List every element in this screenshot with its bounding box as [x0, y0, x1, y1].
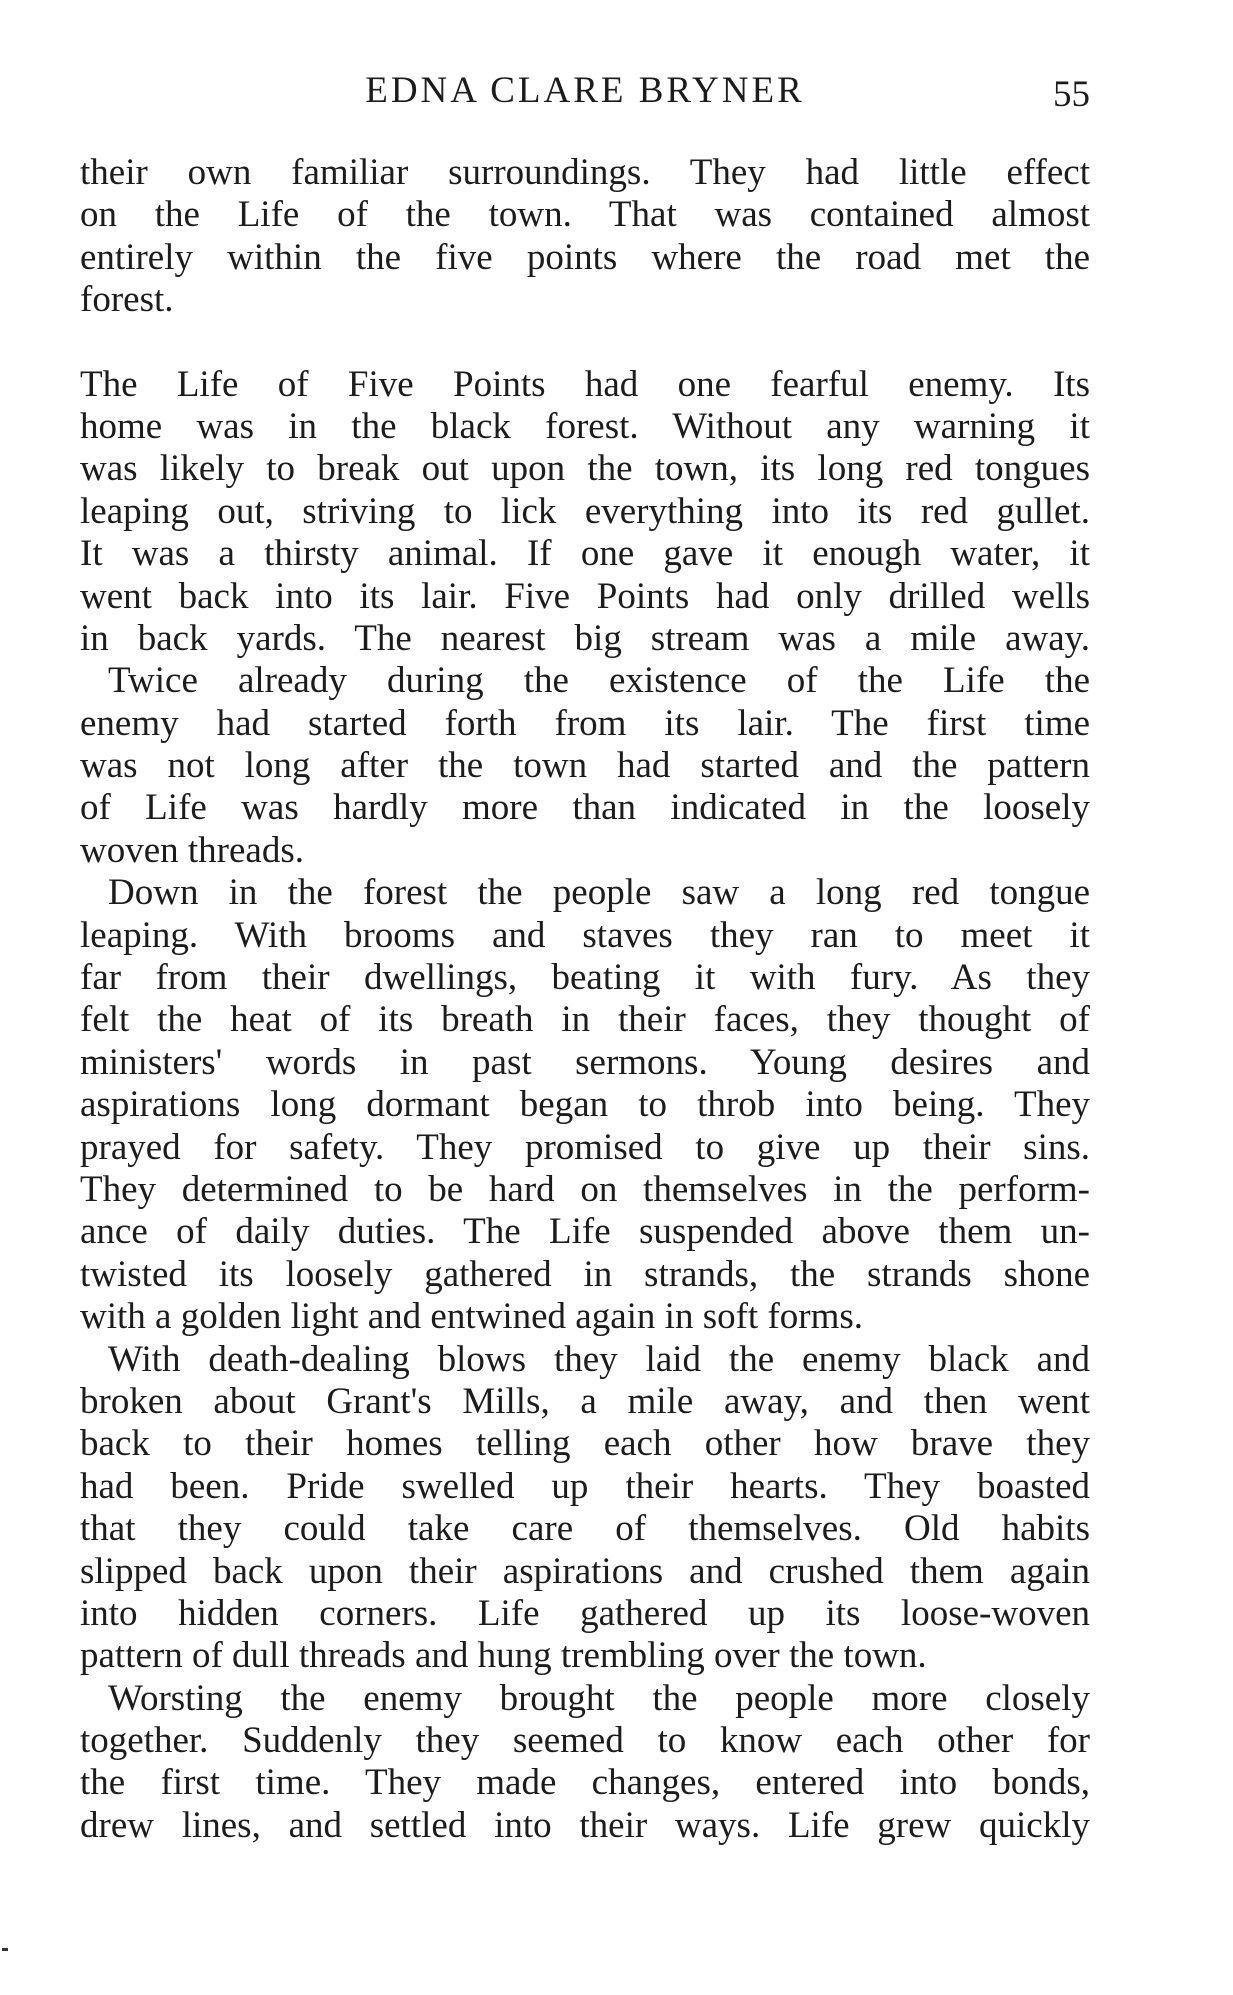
paragraph — [80, 1678, 1090, 1848]
text-line: the first time. They made changes, entered into bonds, — [80, 1762, 1090, 1804]
paragraph — [80, 152, 1090, 322]
text-line: enemy had started forth from its lair. The first time — [80, 702, 1090, 744]
text-line: entirely within the five points where the road met the — [80, 236, 1090, 278]
text-line: Worsting the enemy brought the people more closely — [108, 1677, 1090, 1719]
text-line: broken about Grant's Mills, a mile away, and then went — [80, 1380, 1090, 1422]
text-line: leaping out, striving to lick everything into its red gullet. — [80, 490, 1090, 532]
text-line: With death-dealing blows they laid the enemy black and — [108, 1338, 1090, 1380]
text-line: It was a thirsty animal. If one gave it enough water, it — [80, 533, 1090, 575]
text-line: that they could take care of themselves. Old habits — [80, 1508, 1090, 1550]
text-line: The Life of Five Points had one fearful enemy. Its — [80, 363, 1090, 405]
text-line: together. Suddenly they seemed to know each other for — [80, 1720, 1090, 1762]
text-line: They determined to be hard on themselves in the perform- — [80, 1168, 1090, 1210]
text-line: prayed for safety. They promised to give up their sins. — [80, 1126, 1090, 1168]
page-header — [80, 66, 1090, 116]
text-line: aspirations long dormant began to throb into being. They — [80, 1084, 1090, 1126]
text-line: leaping. With brooms and staves they ran to meet it — [80, 914, 1090, 956]
paragraph — [80, 872, 1090, 1338]
text-line: Twice already during the existence of the Life the — [108, 660, 1090, 702]
text-line: their own familiar surroundings. They had little effect — [80, 152, 1090, 193]
text-line: of Life was hardly more than indicated in the loosely — [80, 787, 1090, 829]
text-line: forest. — [80, 279, 174, 321]
scan-edge-mark — [2, 1948, 8, 1951]
paragraph — [80, 660, 1090, 872]
text-line: woven threads. — [80, 829, 304, 871]
text-line: was not long after the town had started and the pattern — [80, 745, 1090, 787]
running-head: EDNA CLARE BRYNER — [365, 70, 805, 111]
paragraph — [80, 1339, 1090, 1678]
text-line: on the Life of the town. That was contained almost — [80, 194, 1090, 236]
text-line: back to their homes telling each other how brave they — [80, 1423, 1090, 1465]
body-text — [80, 152, 1090, 1847]
text-line: felt the heat of its breath in their faces, they thought of — [80, 999, 1090, 1041]
text-line: into hidden corners. Life gathered up its loose-woven — [80, 1592, 1090, 1634]
text-line: had been. Pride swelled up their hearts. They boasted — [80, 1465, 1090, 1507]
text-line: went back into its lair. Five Points had only drilled wells — [80, 575, 1090, 617]
text-line: drew lines, and settled into their ways. Life grew quickly — [80, 1804, 1090, 1846]
text-line: slipped back upon their aspirations and crushed them again — [80, 1550, 1090, 1592]
text-line: with a golden light and entwined again in soft forms. — [80, 1296, 864, 1338]
text-line: far from their dwellings, beating it with fury. As they — [80, 957, 1090, 999]
text-line: pattern of dull threads and hung trembling over the town. — [80, 1635, 927, 1677]
text-line: was likely to break out upon the town, its long red tongues — [80, 448, 1090, 490]
text-line: Down in the forest the people saw a long red tongue — [108, 872, 1090, 914]
text-line: in back yards. The nearest big stream was a mile away. — [80, 617, 1090, 659]
text-line: home was in the black forest. Without any warning it — [80, 405, 1090, 447]
text-line: ministers' words in past sermons. Young desires and — [80, 1041, 1090, 1083]
page-number: 55 — [1053, 74, 1090, 115]
text-line: twisted its loosely gathered in strands, the strands shone — [80, 1253, 1090, 1295]
paragraph — [80, 364, 1090, 661]
text-line: ance of daily duties. The Life suspended above them un- — [80, 1211, 1090, 1253]
